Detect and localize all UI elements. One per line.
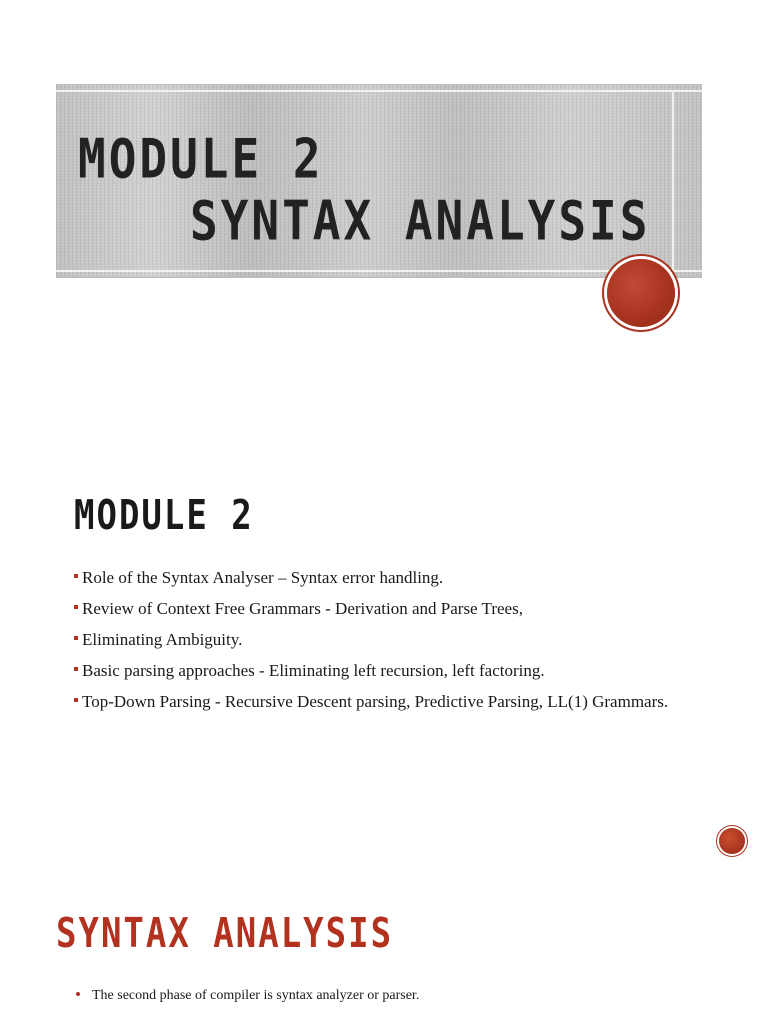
syntax-analysis-heading: SYNTAX ANALYSIS	[56, 910, 394, 958]
decorative-circle-small	[719, 828, 745, 854]
list-item: Review of Context Free Grammars - Derivation and Parse Trees,	[74, 599, 714, 618]
slide-title-line2: SYNTAX ANALYSIS	[190, 189, 651, 253]
decorative-circle-large	[607, 259, 675, 327]
list-item: Top-Down Parsing - Recursive Descent parsing, Predictive Parsing, LL(1) Grammars.	[74, 692, 714, 711]
banner-bottom-rule	[56, 270, 702, 272]
title-banner	[56, 84, 702, 278]
bullet-square-icon	[74, 667, 78, 671]
slide-title-line1: MODULE 2	[78, 127, 324, 191]
bullet-dot-icon	[76, 992, 80, 996]
bullet-square-icon	[74, 698, 78, 702]
bullet-square-icon	[74, 605, 78, 609]
module-heading: MODULE 2	[74, 492, 254, 540]
bullet-square-icon	[74, 574, 78, 578]
list-item: Eliminating Ambiguity.	[74, 630, 714, 649]
banner-right-rule	[672, 91, 674, 271]
module-topics-list	[74, 568, 714, 723]
banner-top-rule	[56, 90, 702, 92]
list-item: Basic parsing approaches - Eliminating left recursion, left factoring.	[74, 661, 714, 680]
list-item: Role of the Syntax Analyser – Syntax error handling.	[74, 568, 714, 587]
bullet-square-icon	[74, 636, 78, 640]
list-item: The second phase of compiler is syntax analyzer or parser.	[76, 988, 419, 1004]
